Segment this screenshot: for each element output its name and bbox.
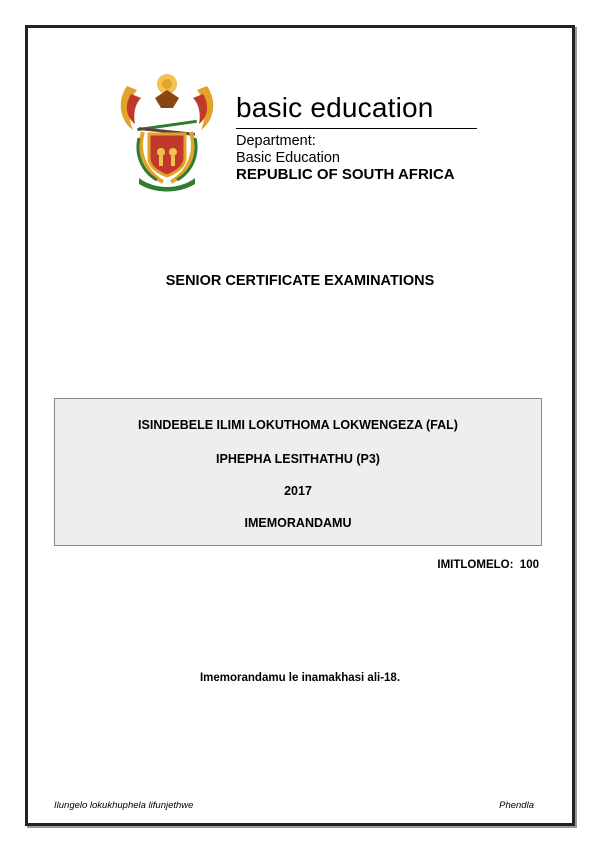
total-marks: IMITLOMELO: 100 [437, 559, 539, 571]
department-label: Department: [236, 133, 316, 149]
exam-year: 2017 [284, 484, 312, 498]
footer-copyright: Ilungelo lokukhuphela lifunjethwe [54, 800, 194, 811]
footer-next-page: Phendla [499, 800, 534, 811]
brand-title: basic education [236, 92, 434, 123]
document-type: IMEMORANDAMU [244, 516, 352, 530]
page-count-note: Imemorandamu le inamakhasi ali-18. [199, 672, 401, 684]
subdepartment-label: Basic Education [236, 150, 340, 166]
subject-title: ISINDEBELE ILIMI LOKUTHOMA LOKWENGEZA (FAL) [138, 418, 458, 432]
paper-info-box [54, 398, 542, 546]
paper-number: IPHEPHA LESITHATHU (P3) [216, 452, 380, 466]
country-label: REPUBLIC OF SOUTH AFRICA [236, 166, 455, 183]
coat-of-arms-icon [115, 68, 219, 192]
brand-divider [236, 128, 477, 129]
exam-title: SENIOR CERTIFICATE EXAMINATIONS [165, 273, 435, 289]
